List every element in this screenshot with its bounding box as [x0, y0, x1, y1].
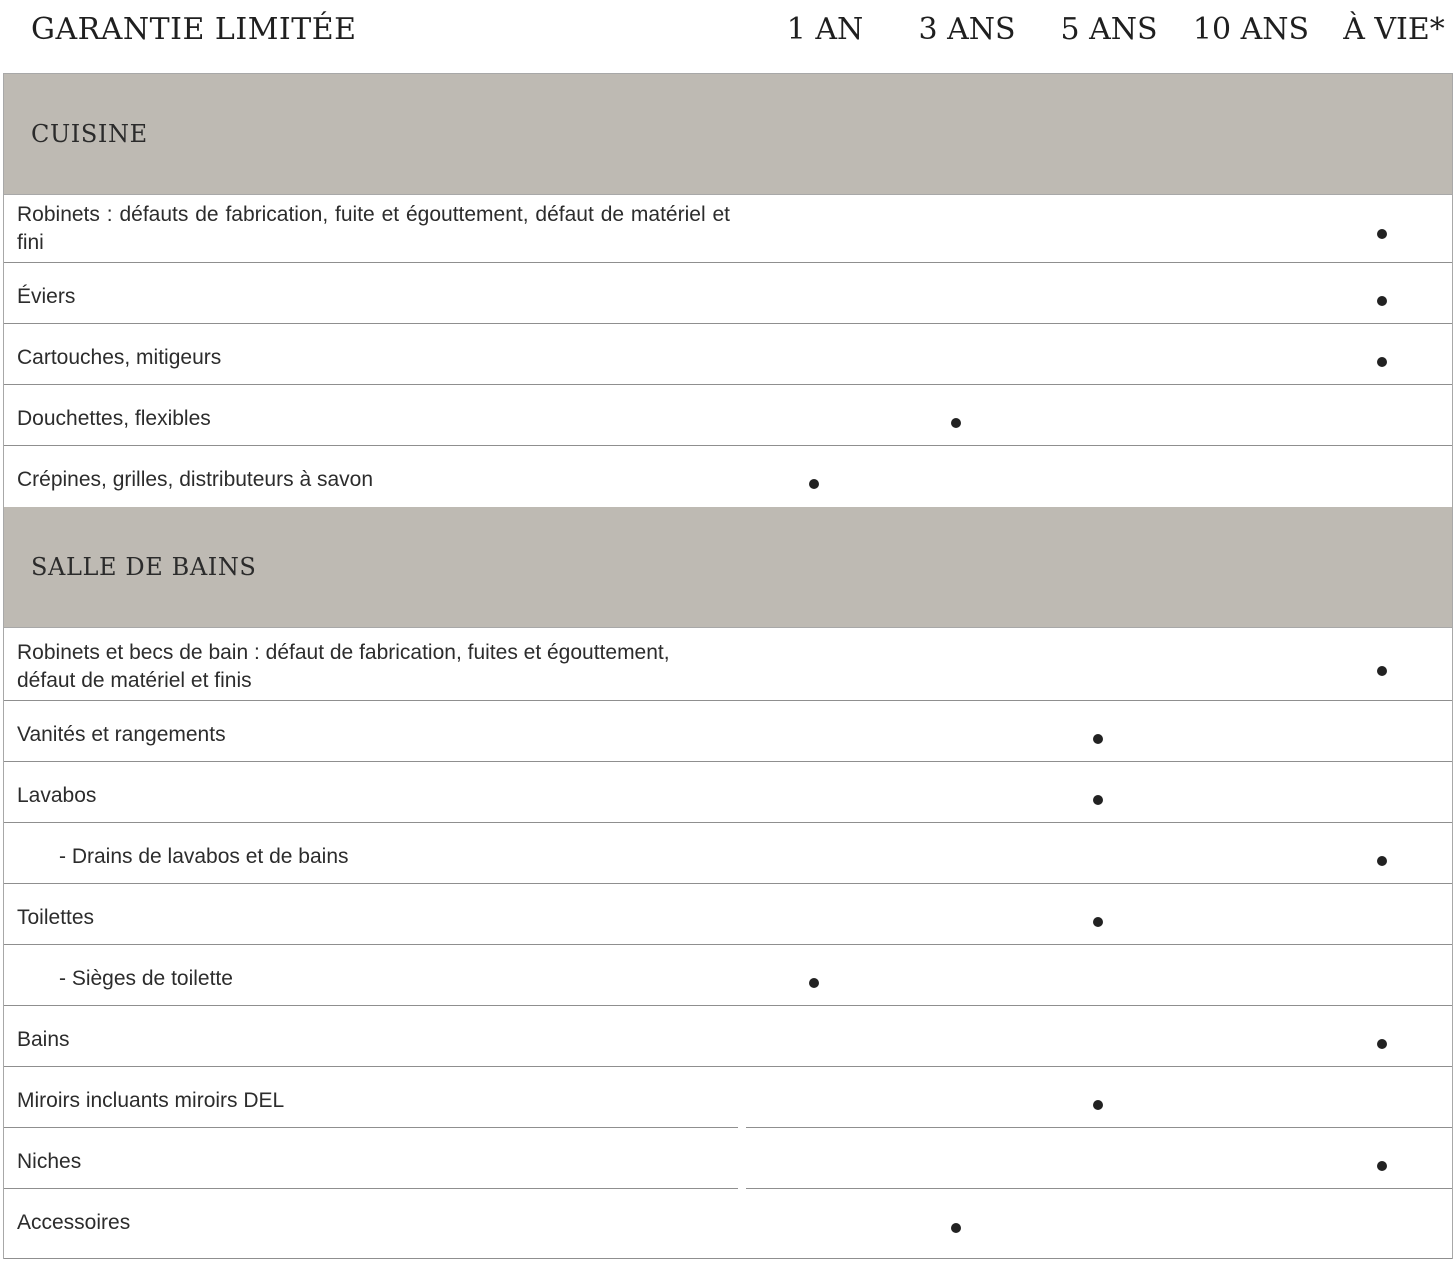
row-label: Douchettes, flexibles	[17, 407, 211, 430]
warranty-dot	[1377, 856, 1387, 866]
table-row	[4, 385, 1452, 446]
warranty-dot	[1377, 666, 1387, 676]
table-row	[4, 324, 1452, 385]
table-row	[4, 701, 1452, 762]
warranty-dot	[951, 418, 961, 428]
warranty-dot	[1093, 1100, 1103, 1110]
section-header-salle-de-bains	[4, 507, 1452, 628]
table-row	[4, 195, 1452, 263]
row-label: - Drains de lavabos et de bains	[59, 845, 349, 868]
row-label: Niches	[17, 1150, 82, 1173]
row-label: Crépines, grilles, distributeurs à savon	[17, 468, 373, 491]
table-row	[4, 762, 1452, 823]
row-label: Éviers	[17, 285, 76, 308]
warranty-dot	[809, 479, 819, 489]
column-header-1-an: 1 AN	[786, 12, 864, 47]
section-header-cuisine	[4, 74, 1452, 195]
section-title: CUISINE	[31, 120, 148, 148]
warranty-dot	[1377, 229, 1387, 239]
column-header-a-vie: À VIE*	[1343, 12, 1445, 47]
table-header	[0, 0, 1454, 72]
table-row	[4, 945, 1452, 1006]
warranty-dot	[1377, 357, 1387, 367]
table-row	[4, 823, 1452, 884]
warranty-dot	[1377, 296, 1387, 306]
section-title: SALLE DE BAINS	[31, 553, 257, 581]
table-row	[4, 1189, 1452, 1259]
column-header-3-ans: 3 ANS	[918, 12, 1016, 47]
column-header-5-ans: 5 ANS	[1060, 12, 1158, 47]
warranty-table	[3, 73, 1453, 1259]
warranty-dot	[1377, 1039, 1387, 1049]
row-label: - Sièges de toilette	[59, 967, 233, 990]
row-label: Toilettes	[17, 906, 95, 929]
row-label: Vanités et rangements	[17, 723, 226, 746]
table-row	[4, 446, 1452, 507]
row-label: Robinets : défauts de fabrication, fuite et égouttement, défaut de matériel et fini	[17, 203, 730, 254]
table-row	[4, 884, 1452, 945]
row-label: Cartouches, mitigeurs	[17, 346, 222, 369]
table-row	[4, 263, 1452, 324]
column-header-10-ans: 10 ANS	[1192, 12, 1310, 47]
table-row	[4, 1128, 1452, 1189]
row-label: Miroirs incluants miroirs DEL	[17, 1089, 285, 1112]
row-label: Lavabos	[17, 784, 97, 807]
table-row	[4, 1067, 1452, 1128]
warranty-dot	[1093, 917, 1103, 927]
warranty-dot	[809, 978, 819, 988]
warranty-dot	[1377, 1161, 1387, 1171]
table-row	[4, 1006, 1452, 1067]
row-label: Bains	[17, 1028, 70, 1051]
warranty-dot	[1093, 734, 1103, 744]
warranty-dot	[1093, 795, 1103, 805]
table-row	[4, 628, 1452, 701]
row-label: Robinets et becs de bain : défaut de fabrication, fuites et égouttement, défaut de matériel et finis	[17, 641, 670, 692]
page-title: GARANTIE LIMITÉE	[31, 12, 357, 47]
row-label: Accessoires	[17, 1211, 131, 1234]
warranty-dot	[951, 1223, 961, 1233]
